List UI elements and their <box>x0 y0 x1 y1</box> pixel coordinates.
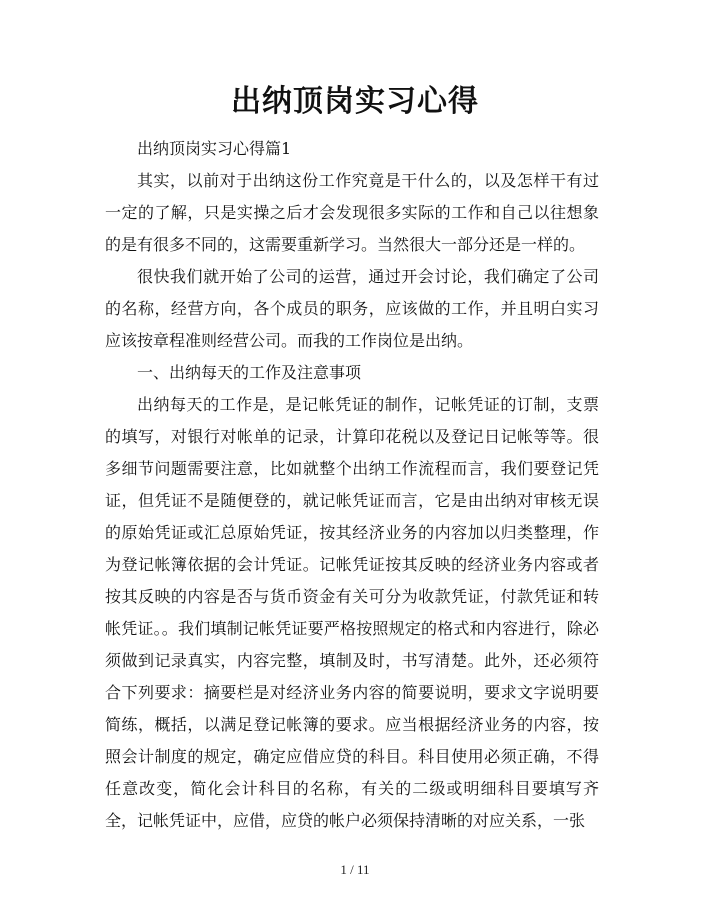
paragraph: 出纳每天的工作是，是记帐凭证的制作，记帐凭证的订制，支票的填写，对银行对帐单的记录，计算印花税以及登记日记帐等等。很多细节问题需要注意，比如就整个出纳工作流程而言，我们要登记凭证，但凭证不是随便登的，就记帐凭证而言，它是由出纳对审核无误的原始凭证或汇总原始凭证，按其经济业务的内容加以归类整理，作为登记帐簿依据的会计凭证。记帐凭证按其反映的经济业务内容或者按其反映的内容是否与货币资金有关可分为收款凭证，付款凭证和转帐凭证。。我们填制记帐凭证要严格按照规定的格式和内容进行，除必须做到记录真实，内容完整，填制及时，书写清楚。此外，还必须符合下列要求：摘要栏是对经济业务内容的简要说明，要求文字说明要简练，概括，以满足登记帐簿的要求。应当根据经济业务的内容，按照会计制度的规定，确定应借应贷的科目。科目使用必须正确，不得任意改变，简化会计科目的名称，有关的二级或明细科目要填写齐全，记帐凭证中，应借，应贷的帐户必须保持清晰的对应关系，一张 <box>105 395 599 830</box>
paragraph-subheading: 一、出纳每天的工作及注意事项 <box>137 363 362 382</box>
document-title: 出纳顶岗实习心得 <box>231 84 479 119</box>
paragraph: 其实，以前对于出纳这份工作究竟是干什么的，以及怎样干有过一定的了解，只是实操之后才会发现很多实际的工作和自己以往想象的是有很多不同的，这需要重新学习。当然很大一部分还是一样的。 <box>105 171 599 254</box>
paragraph-section-heading: 出纳顶岗实习心得篇1 <box>137 139 292 158</box>
document-body <box>105 133 599 837</box>
page-number: 1 / 11 <box>340 862 370 877</box>
paragraph: 很快我们就开始了公司的运营，通过开会讨论，我们确定了公司的名称，经营方向，各个成员的职务，应该做的工作，并且明白实习应该按章程准则经营公司。而我的工作岗位是出纳。 <box>105 267 599 350</box>
